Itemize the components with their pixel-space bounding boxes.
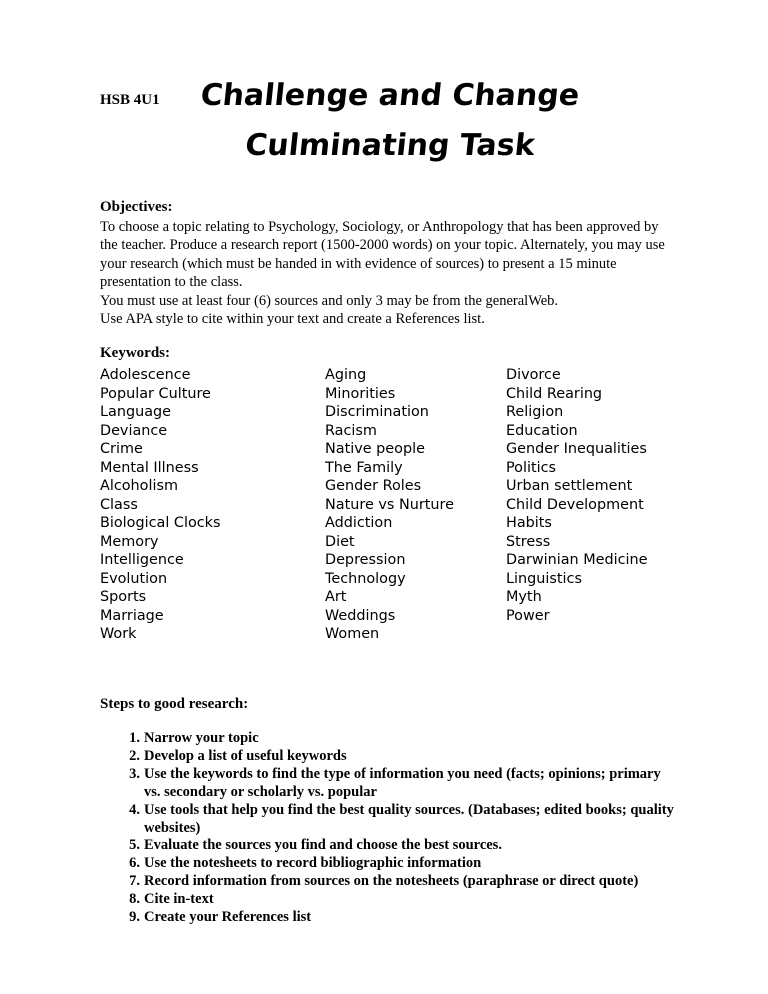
keyword: Gender Inequalities [506,441,647,457]
title-line-2: Culminating Task [243,128,537,163]
keywords-heading: Keywords: [100,345,170,361]
keyword: Adolescence [100,367,191,383]
step-text: Develop a list of useful keywords [144,747,347,764]
step-text: Narrow your topic [144,730,259,746]
keyword: Nature vs Nurture [325,496,454,513]
keyword: Habits [506,515,552,531]
keyword: Deviance [100,422,168,439]
keyword: Technology [325,570,406,587]
keywords-column-1 [100,366,221,644]
keyword: The Family [325,459,403,476]
course-code: HSB 4U1 [100,92,160,108]
keyword: Language [100,404,172,420]
list-item [100,837,680,855]
keyword: Marriage [100,607,164,624]
keyword: Aging [325,367,367,383]
keyword: Power [506,607,550,624]
keywords-column-3 [506,366,648,625]
keyword: Depression [325,552,406,568]
step-text: Use the keywords to find the type of information you need (facts; opinions; primary vs. secondary or scholarly vs. popular [144,765,661,800]
keywords-column-2 [325,366,454,644]
objectives-paragraph: You must use at least four (6) sources and only 3 may be from the generalWeb. [100,292,559,309]
keyword: Politics [506,459,557,476]
keyword: Native people [325,441,425,457]
step-text: Create your References list [144,909,312,926]
steps-list [100,730,680,927]
step-number: 3. [129,765,140,782]
steps-heading: Steps to good research: [100,696,249,712]
list-item [100,802,680,838]
keyword: Diet [325,533,355,550]
keyword: Discrimination [325,404,429,420]
keyword: Women [325,626,380,642]
list-item [100,766,680,802]
title-line-1: Challenge and Change [198,78,582,113]
keyword: Religion [506,404,564,420]
keyword: Myth [506,589,542,605]
keyword: Addiction [325,515,393,531]
list-item [100,909,680,927]
step-number: 2. [129,747,140,764]
step-number: 6. [129,855,140,872]
list-item [100,891,680,909]
keyword: Work [100,626,137,642]
keyword: Minorities [325,385,396,402]
keyword: Stress [506,533,551,550]
list-item [100,855,680,873]
keyword: Divorce [506,367,561,383]
list-item [100,730,680,748]
objectives-paragraph: Use APA style to cite within your text and create a References list. [100,311,485,328]
step-text: Cite in-text [144,891,214,908]
list-item [100,873,680,891]
keyword: Art [325,589,347,605]
keyword: Class [100,496,138,513]
step-text: Record information from sources on the notesheets (paraphrase or direct quote) [144,873,639,890]
keyword: Weddings [325,607,396,624]
keyword: Intelligence [100,552,184,568]
step-text: Evaluate the sources you find and choose the best sources. [144,837,502,854]
keyword: Gender Roles [325,478,422,494]
step-number: 4. [129,801,140,818]
keyword: Education [506,422,578,439]
keyword: Memory [100,533,159,550]
list-item [100,748,680,766]
step-number: 7. [129,873,140,890]
keyword: Evolution [100,570,168,587]
step-number: 9. [129,909,140,926]
step-number: 5. [129,837,140,854]
keyword: Darwinian Medicine [506,552,648,568]
objectives-body [100,218,675,328]
keyword: Crime [100,441,143,457]
objectives-heading: Objectives: [100,199,173,215]
keyword: Linguistics [506,570,582,587]
keyword: Racism [325,422,377,439]
keyword: Mental Illness [100,459,199,476]
step-text: Use tools that help you find the best quality sources. (Databases; edited books; quality websites) [144,801,674,836]
keyword: Biological Clocks [100,515,221,531]
keyword: Child Rearing [506,385,603,402]
keyword: Alcoholism [100,478,178,494]
keyword: Sports [100,589,147,605]
step-number: 8. [129,891,140,908]
step-text: Use the notesheets to record bibliographic information [144,855,482,872]
keyword: Urban settlement [506,478,633,494]
keyword: Child Development [506,496,644,513]
step-number: 1. [129,730,140,746]
objectives-paragraph: To choose a topic relating to Psychology, Sociology, or Anthropology that has been approved by the teacher. Produce a research report (1500-2000 words) on your topic. Alternately, you may use your research (which must be handed in with evidence of sources) to present a 15 minute presentation to the class. [100,219,665,291]
keyword: Popular Culture [100,385,211,402]
